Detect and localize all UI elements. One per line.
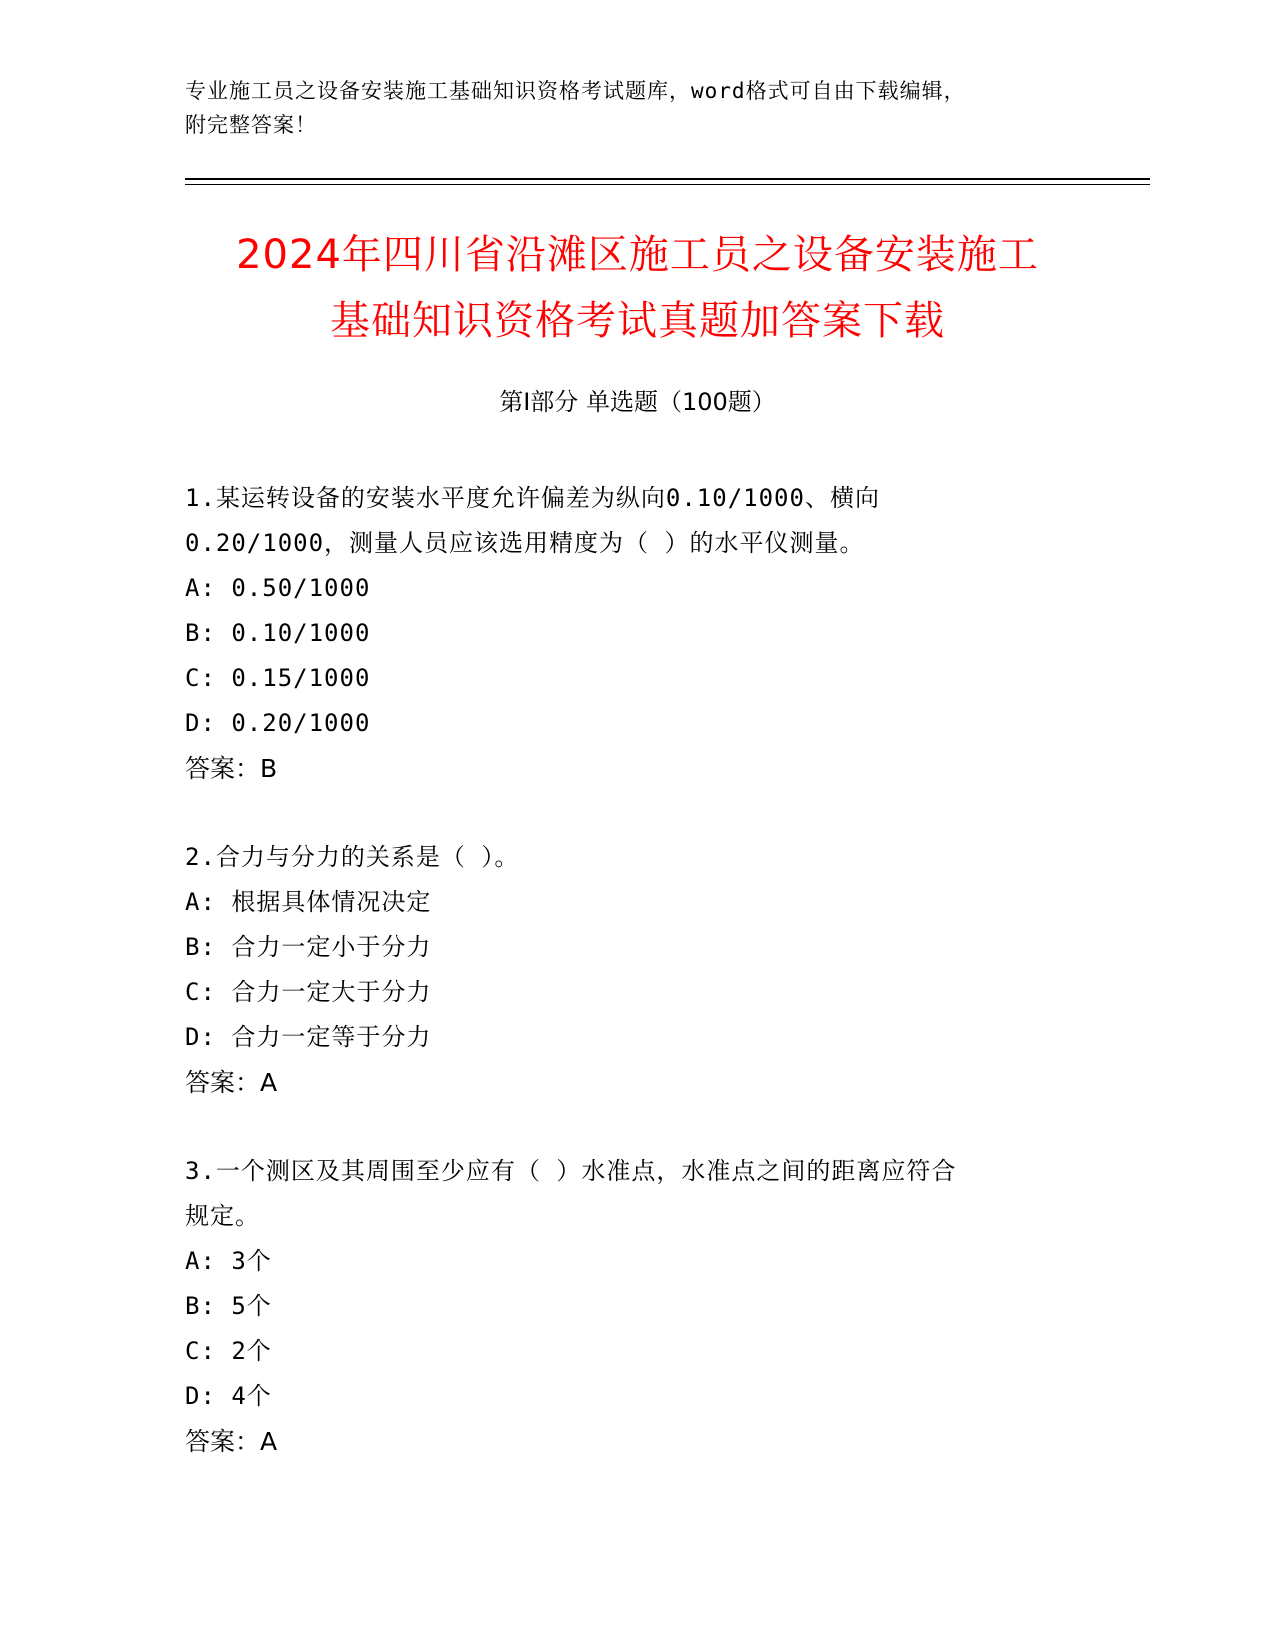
document-title [120,222,1155,354]
option-d: D: 合力一定等于分力 [185,1023,432,1051]
option-a: A: 0.50/1000 [185,574,371,602]
answer-line: 答案：A [185,1068,278,1097]
option-b: B: 合力一定小于分力 [185,933,432,961]
question-stem: 1.某运转设备的安装水平度允许偏差为纵向0.10/1000、横向 [185,484,880,512]
option-c: C: 2个 [185,1337,272,1365]
question-stem: 3.一个测区及其周围至少应有（ ）水准点，水准点之间的距离应符合 [185,1157,957,1185]
header-note-line-2: 附完整答案！ [185,113,317,137]
document-title-line-1: 2024年四川省沿滩区施工员之设备安装施工 [236,232,1039,278]
option-a: A: 3个 [185,1247,272,1275]
question-2 [185,835,1085,1105]
question-1 [185,476,1085,791]
section-heading: 第Ⅰ部分 单选题（100题） [499,388,776,416]
question-stem: 规定。 [185,1202,260,1230]
header-note [185,74,1085,142]
option-c: C: 0.15/1000 [185,664,371,692]
option-d: D: 0.20/1000 [185,709,371,737]
header-note-line-1: 专业施工员之设备安装施工基础知识资格考试题库，word格式可自由下载编辑， [185,79,966,103]
option-a: A: 根据具体情况决定 [185,888,432,916]
option-c: C: 合力一定大于分力 [185,978,432,1006]
question-stem: 0.20/1000，测量人员应该选用精度为（ ）的水平仪测量。 [185,529,865,557]
question-stem: 2.合力与分力的关系是（ ）。 [185,843,520,871]
question-3 [185,1149,1085,1464]
answer-line: 答案：B [185,754,278,783]
option-d: D: 4个 [185,1382,272,1410]
option-b: B: 0.10/1000 [185,619,371,647]
header-divider-top [185,178,1150,180]
option-b: B: 5个 [185,1292,272,1320]
question-list [185,476,1085,1508]
answer-line: 答案：A [185,1427,278,1456]
header-divider-bottom [185,184,1150,185]
document-title-line-2: 基础知识资格考试真题加答案下载 [330,298,945,344]
